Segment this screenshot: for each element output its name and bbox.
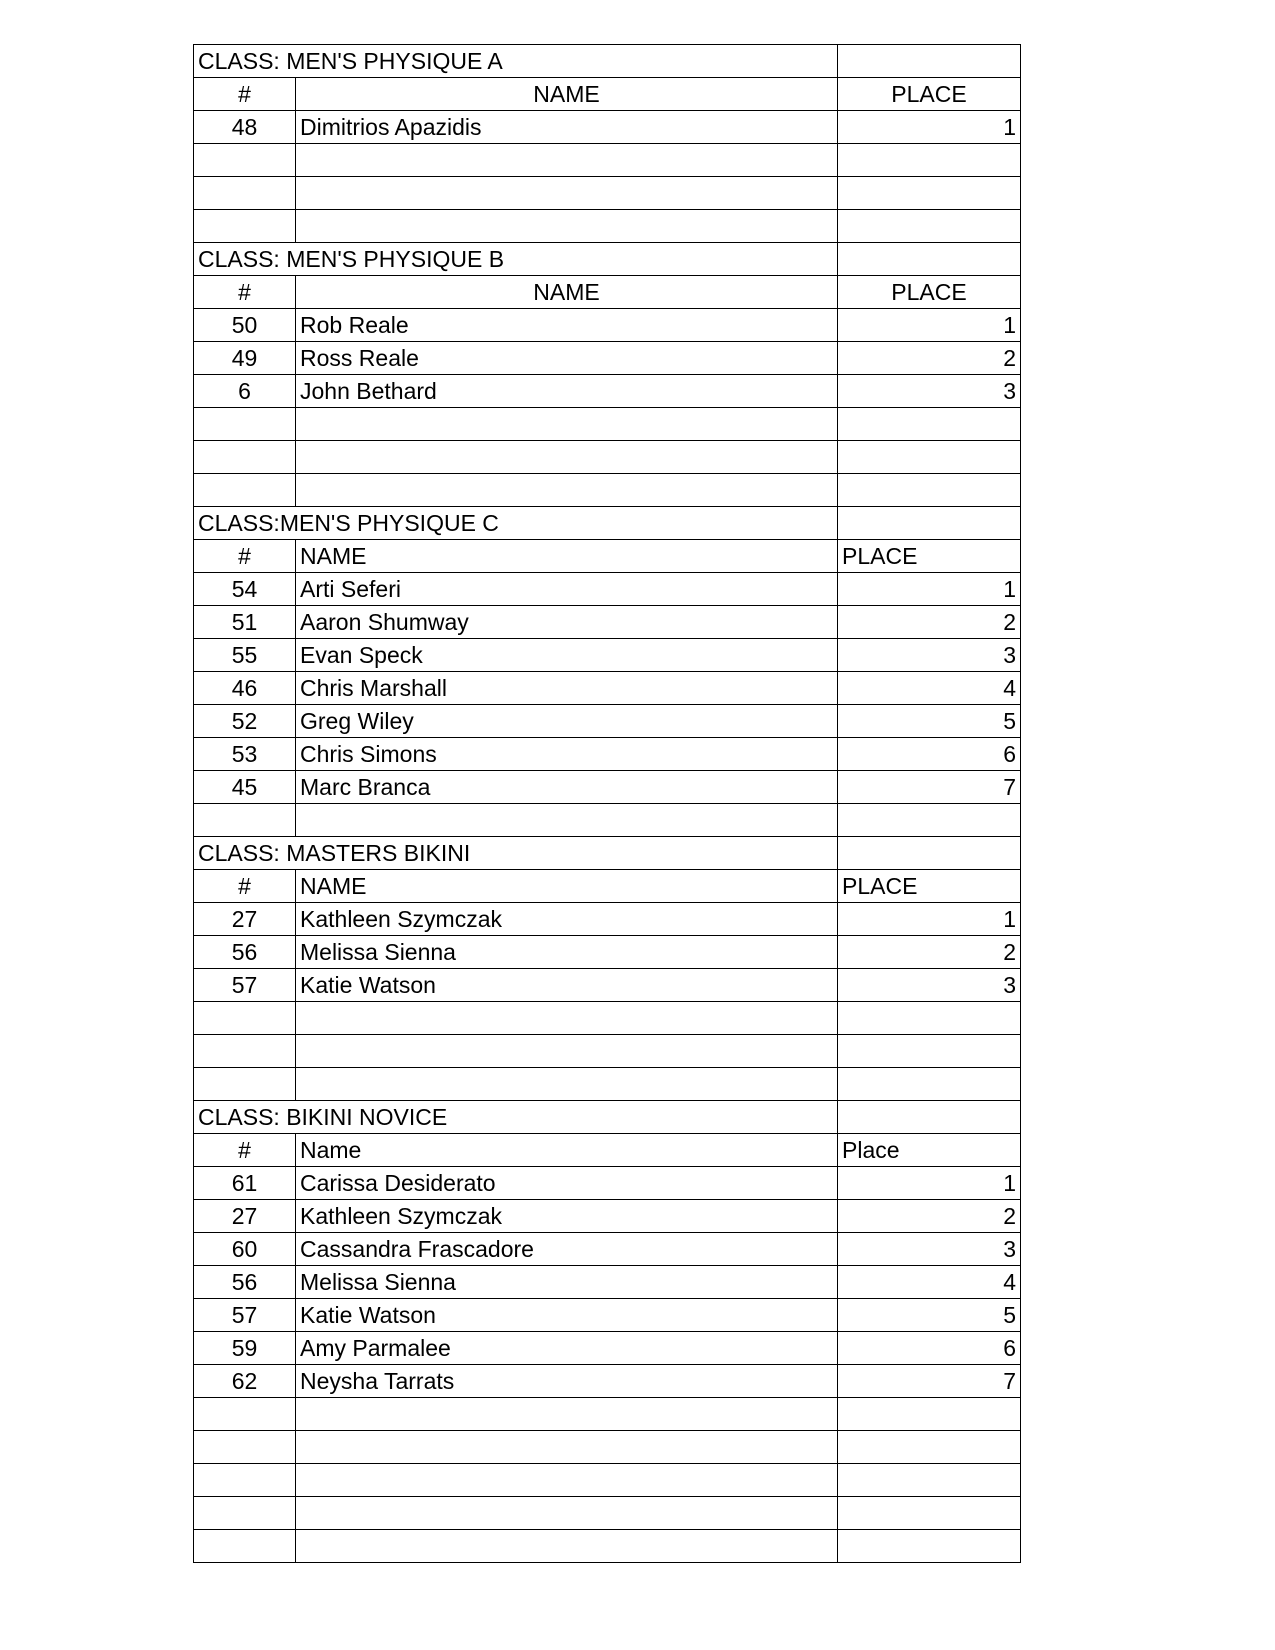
cell-place: 3 <box>838 375 1021 408</box>
table-row <box>194 1299 1021 1332</box>
blank-row <box>194 1530 1021 1563</box>
blank-row <box>194 1464 1021 1497</box>
cell-name: Katie Watson <box>296 1299 838 1332</box>
cell-name: Aaron Shumway <box>296 606 838 639</box>
class-title-row <box>194 507 1021 540</box>
column-header-place: Place <box>838 1134 1021 1167</box>
class-title: CLASS: MASTERS BIKINI <box>194 837 838 870</box>
cell-name: Melissa Sienna <box>296 1266 838 1299</box>
cell-place: 3 <box>838 969 1021 1002</box>
cell-number: 61 <box>194 1167 296 1200</box>
cell-number: 62 <box>194 1365 296 1398</box>
cell-place: 1 <box>838 309 1021 342</box>
table-row <box>194 672 1021 705</box>
table-row <box>194 1365 1021 1398</box>
table-row <box>194 903 1021 936</box>
table-row <box>194 342 1021 375</box>
column-header-name: NAME <box>296 540 838 573</box>
cell-place: 3 <box>838 639 1021 672</box>
results-table-body <box>194 45 1021 1563</box>
blank-row <box>194 177 1021 210</box>
blank-cell-name <box>296 210 838 243</box>
cell-number: 51 <box>194 606 296 639</box>
cell-place: 2 <box>838 606 1021 639</box>
cell-name: Greg Wiley <box>296 705 838 738</box>
column-header-place: PLACE <box>838 78 1021 111</box>
cell-name: Chris Marshall <box>296 672 838 705</box>
blank-cell-place <box>838 804 1021 837</box>
class-title: CLASS: MEN'S PHYSIQUE A <box>194 45 838 78</box>
cell-place: 2 <box>838 936 1021 969</box>
cell-place: 1 <box>838 903 1021 936</box>
cell-place: 1 <box>838 1167 1021 1200</box>
table-row <box>194 771 1021 804</box>
blank-cell-number <box>194 210 296 243</box>
table-row <box>194 936 1021 969</box>
column-header-name: NAME <box>296 870 838 903</box>
cell-number: 56 <box>194 936 296 969</box>
cell-number: 52 <box>194 705 296 738</box>
blank-row <box>194 144 1021 177</box>
blank-cell-name <box>296 804 838 837</box>
cell-place: 2 <box>838 1200 1021 1233</box>
blank-cell-place <box>838 1431 1021 1464</box>
blank-cell-name <box>296 1035 838 1068</box>
blank-cell-number <box>194 804 296 837</box>
blank-cell-place <box>838 1398 1021 1431</box>
column-header-row <box>194 540 1021 573</box>
blank-cell-place <box>838 210 1021 243</box>
column-header-row <box>194 78 1021 111</box>
blank-row <box>194 210 1021 243</box>
cell-name: Katie Watson <box>296 969 838 1002</box>
table-row <box>194 1266 1021 1299</box>
class-title-row <box>194 45 1021 78</box>
cell-place: 6 <box>838 738 1021 771</box>
blank-cell-place <box>838 474 1021 507</box>
blank-cell-number <box>194 474 296 507</box>
blank-row <box>194 1398 1021 1431</box>
cell-name: Amy Parmalee <box>296 1332 838 1365</box>
column-header-place: PLACE <box>838 276 1021 309</box>
cell-number: 27 <box>194 903 296 936</box>
blank-row <box>194 1068 1021 1101</box>
cell-number: 6 <box>194 375 296 408</box>
blank-cell-name <box>296 1530 838 1563</box>
cell-name: Kathleen Szymczak <box>296 903 838 936</box>
cell-name: Ross Reale <box>296 342 838 375</box>
cell-name: John Bethard <box>296 375 838 408</box>
blank-cell-number <box>194 408 296 441</box>
blank-cell-name <box>296 1398 838 1431</box>
class-title: CLASS:MEN'S PHYSIQUE C <box>194 507 838 540</box>
blank-cell-place <box>838 177 1021 210</box>
blank-cell-name <box>296 441 838 474</box>
blank-cell-number <box>194 1464 296 1497</box>
cell-place: 1 <box>838 111 1021 144</box>
blank-row <box>194 1431 1021 1464</box>
class-title: CLASS: BIKINI NOVICE <box>194 1101 838 1134</box>
cell-number: 27 <box>194 1200 296 1233</box>
blank-cell-name <box>296 474 838 507</box>
cell-name: Evan Speck <box>296 639 838 672</box>
column-header-number: # <box>194 1134 296 1167</box>
cell-place: 3 <box>838 1233 1021 1266</box>
blank-cell-place <box>838 408 1021 441</box>
blank-cell-name <box>296 1497 838 1530</box>
cell-place: 4 <box>838 672 1021 705</box>
column-header-row <box>194 1134 1021 1167</box>
blank-cell-place <box>838 1497 1021 1530</box>
table-row <box>194 1200 1021 1233</box>
table-row <box>194 111 1021 144</box>
cell-place: 5 <box>838 1299 1021 1332</box>
blank-row <box>194 804 1021 837</box>
blank-row <box>194 1002 1021 1035</box>
blank-cell-name <box>296 144 838 177</box>
blank-row <box>194 1497 1021 1530</box>
column-header-name: NAME <box>296 276 838 309</box>
cell-place: 1 <box>838 573 1021 606</box>
cell-number: 54 <box>194 573 296 606</box>
class-title-row <box>194 837 1021 870</box>
cell-number: 56 <box>194 1266 296 1299</box>
table-row <box>194 606 1021 639</box>
blank-cell-name <box>296 1464 838 1497</box>
cell-name: Kathleen Szymczak <box>296 1200 838 1233</box>
cell-number: 49 <box>194 342 296 375</box>
column-header-name: NAME <box>296 78 838 111</box>
table-row <box>194 1233 1021 1266</box>
blank-cell-name <box>296 1002 838 1035</box>
cell-place: 4 <box>838 1266 1021 1299</box>
blank-cell-number <box>194 441 296 474</box>
cell-number: 59 <box>194 1332 296 1365</box>
cell-place: 7 <box>838 1365 1021 1398</box>
cell-place: 5 <box>838 705 1021 738</box>
class-title-row <box>194 243 1021 276</box>
cell-place: 6 <box>838 1332 1021 1365</box>
cell-name: Dimitrios Apazidis <box>296 111 838 144</box>
blank-cell-place <box>838 441 1021 474</box>
table-row <box>194 309 1021 342</box>
cell-number: 57 <box>194 969 296 1002</box>
cell-number: 60 <box>194 1233 296 1266</box>
cell-number: 55 <box>194 639 296 672</box>
blank-cell-place <box>838 1068 1021 1101</box>
results-table <box>193 44 1021 1563</box>
blank-cell-number <box>194 144 296 177</box>
table-row <box>194 573 1021 606</box>
results-sheet <box>193 44 1020 1563</box>
column-header-number: # <box>194 78 296 111</box>
blank-row <box>194 1035 1021 1068</box>
blank-cell-place <box>838 1002 1021 1035</box>
blank-cell-place <box>838 1530 1021 1563</box>
column-header-number: # <box>194 870 296 903</box>
cell-name: Rob Reale <box>296 309 838 342</box>
cell-place: 2 <box>838 342 1021 375</box>
blank-cell-place <box>838 1464 1021 1497</box>
blank-cell-number <box>194 1002 296 1035</box>
column-header-row <box>194 276 1021 309</box>
blank-cell-number <box>194 1398 296 1431</box>
cell-number: 48 <box>194 111 296 144</box>
class-title-place-spacer <box>838 837 1021 870</box>
column-header-place: PLACE <box>838 870 1021 903</box>
blank-cell-name <box>296 1431 838 1464</box>
cell-number: 45 <box>194 771 296 804</box>
table-row <box>194 1332 1021 1365</box>
blank-cell-number <box>194 1497 296 1530</box>
column-header-number: # <box>194 276 296 309</box>
blank-cell-name <box>296 177 838 210</box>
table-row <box>194 969 1021 1002</box>
table-row <box>194 738 1021 771</box>
blank-cell-number <box>194 177 296 210</box>
column-header-row <box>194 870 1021 903</box>
cell-name: Marc Branca <box>296 771 838 804</box>
blank-cell-name <box>296 1068 838 1101</box>
blank-cell-number <box>194 1530 296 1563</box>
cell-place: 7 <box>838 771 1021 804</box>
table-row <box>194 639 1021 672</box>
cell-name: Chris Simons <box>296 738 838 771</box>
blank-cell-number <box>194 1431 296 1464</box>
cell-name: Cassandra Frascadore <box>296 1233 838 1266</box>
blank-cell-name <box>296 408 838 441</box>
column-header-name: Name <box>296 1134 838 1167</box>
blank-row <box>194 441 1021 474</box>
column-header-number: # <box>194 540 296 573</box>
blank-row <box>194 408 1021 441</box>
table-row <box>194 375 1021 408</box>
blank-cell-number <box>194 1068 296 1101</box>
cell-number: 50 <box>194 309 296 342</box>
cell-number: 53 <box>194 738 296 771</box>
table-row <box>194 705 1021 738</box>
class-title: CLASS: MEN'S PHYSIQUE B <box>194 243 838 276</box>
blank-cell-place <box>838 1035 1021 1068</box>
blank-cell-place <box>838 144 1021 177</box>
cell-name: Neysha Tarrats <box>296 1365 838 1398</box>
blank-row <box>194 474 1021 507</box>
class-title-place-spacer <box>838 243 1021 276</box>
column-header-place: PLACE <box>838 540 1021 573</box>
table-row <box>194 1167 1021 1200</box>
blank-cell-number <box>194 1035 296 1068</box>
class-title-place-spacer <box>838 507 1021 540</box>
cell-number: 57 <box>194 1299 296 1332</box>
class-title-place-spacer <box>838 45 1021 78</box>
class-title-row <box>194 1101 1021 1134</box>
cell-name: Melissa Sienna <box>296 936 838 969</box>
class-title-place-spacer <box>838 1101 1021 1134</box>
cell-name: Carissa Desiderato <box>296 1167 838 1200</box>
cell-number: 46 <box>194 672 296 705</box>
cell-name: Arti Seferi <box>296 573 838 606</box>
